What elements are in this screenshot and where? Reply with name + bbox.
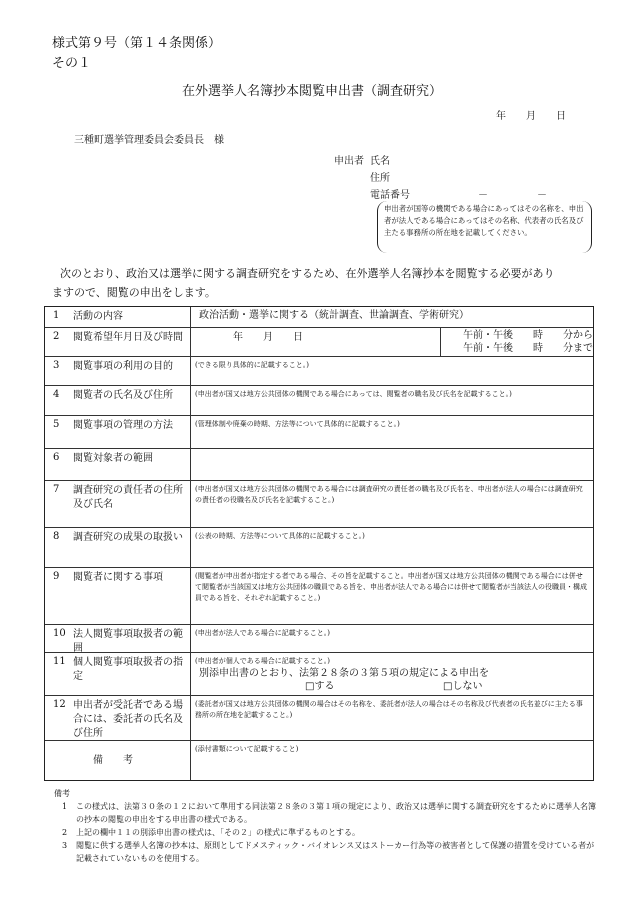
table-row-purpose	[45, 356, 593, 385]
consignor-field[interactable]: (委託者が国又は地方公共団体の機関の場合はその名称を、委託者が法人の場合はその名称及び代表者の氏名並びに主たる事務所の所在地を記載すること。)	[195, 700, 583, 719]
individual-handlers-cell	[191, 653, 593, 695]
note-text: 閲覧に供する選挙人名簿の抄本は、原則としてドメスティック・バイオレンス又はストーカー行為等の被害者として保護の措置を受けている者が記載されていないものを使用する。	[76, 841, 595, 863]
date-time-cell[interactable]	[191, 328, 593, 356]
applicant-address-label: 住所	[370, 173, 390, 184]
remarks-field[interactable]: (添付書類について記載すること)	[195, 745, 299, 753]
table-row-management	[45, 415, 593, 448]
note-number: 2	[62, 828, 68, 837]
row-label: 調査研究の責任者の住所及び氏名	[71, 481, 191, 527]
note-item	[52, 800, 597, 826]
date-field[interactable]: 年 月 日	[191, 328, 441, 356]
applicant-notice: 申出者が国等の機関である場合にあってはその名称を、申出者が法人である場合にあってはその名称、代表者の氏名及び主たる事務所の所在地を記載してください。	[377, 201, 592, 253]
viewer-matters-field[interactable]: (閲覧者が申出者が指定する者である場合、その旨を記載すること。申出者が国又は地方公共団体の機関である場合には併せて閲覧者が当該国又は地方公共団体の職員である旨を、申出者が法人である場合には併せて閲覧者が当該法人の役職員・構成員である旨を、それぞれ記載すること。)	[195, 572, 587, 602]
table-row-individual-handlers	[45, 652, 593, 695]
row-number: 2	[53, 331, 60, 342]
phone-separator-1: －	[478, 190, 488, 201]
results-field[interactable]: (公表の時期、方法等について具体的に記載すること。)	[195, 532, 365, 540]
row-label: 個人閲覧事項取扱者の指定	[71, 653, 191, 695]
note-number: 3	[62, 841, 68, 850]
page-title: 在外選挙人名簿抄本閲覧申出書（調査研究）	[182, 84, 443, 99]
purpose-field[interactable]: (できる限り具体的に記載すること。)	[195, 361, 309, 369]
time-from-field[interactable]: 午前・午後 時 分から	[463, 330, 593, 341]
notes-heading: 備考	[54, 789, 70, 798]
table-row-responsible	[45, 480, 593, 527]
responsible-field[interactable]: (申出者が国又は地方公共団体の機関である場合には調査研究の責任者の職名及び氏名を、申出者が法人の場合には調査研究の責任者の役職名及び氏名を記載すること。)	[195, 485, 583, 504]
row-label: 備 考	[71, 741, 191, 780]
row-label: 閲覧対象者の範囲	[71, 449, 191, 480]
row-number: 9	[53, 571, 60, 582]
table-row-corporate-handlers	[45, 624, 593, 652]
row-number: 10	[53, 628, 66, 639]
option-do-checkbox[interactable]: □する	[305, 681, 335, 692]
intro-line-1: 次のとおり、政治又は選挙に関する調査研究をするため、在外選挙人名簿抄本を閲覧する必要があり	[60, 267, 555, 280]
phone-separator-2: －	[537, 190, 547, 201]
table-row-activity	[45, 307, 593, 327]
corporate-handlers-field[interactable]: (申出者が法人である場合に記載すること。)	[195, 629, 330, 637]
note-number: 1	[62, 802, 68, 811]
row-number: 11	[53, 656, 66, 667]
intro-line-2: ますので、閲覧の申出をします。	[52, 286, 216, 299]
row-number: 8	[53, 531, 60, 542]
row-number: 4	[53, 389, 60, 400]
row-label: 閲覧者の氏名及び住所	[71, 386, 191, 415]
table-row-viewer	[45, 385, 593, 415]
row-label: 閲覧者に関する事項	[71, 568, 191, 624]
note-text: この様式は、法第３０条の１２において準用する同法第２８条の３第１項の規定により、政治又は選挙に関する調査研究をするために選挙人名簿の抄本の閲覧の申出をする申出書の様式である。	[76, 802, 596, 824]
row-label: 閲覧事項の利用の目的	[71, 357, 191, 385]
row-label: 申出者が受託者である場合には、委託者の氏名及び住所	[71, 696, 191, 740]
activity-content: 政治活動・選挙に関する（統計調査、世論調査、学術研究）	[199, 310, 469, 321]
management-field[interactable]: (管理体制や廃棄の時期、方法等について具体的に記載すること。)	[195, 420, 400, 428]
row-label: 法人閲覧事項取扱者の範囲	[71, 625, 191, 652]
row-label: 閲覧希望年月日及び時間	[71, 328, 191, 356]
row-number: 7	[53, 484, 60, 495]
form-sub-number: その１	[52, 56, 92, 71]
row-number: 6	[53, 452, 60, 463]
individual-handlers-statement: 別添申出書のとおり、法第２８条の３第５項の規定による申出を	[199, 668, 489, 679]
table-row-viewer-matters	[45, 567, 593, 624]
option-do-not-checkbox[interactable]: □しない	[443, 681, 483, 692]
form-number: 様式第９号（第１４条関係）	[52, 36, 222, 51]
applicant-name-label: 氏名	[370, 156, 390, 167]
table-row-scope	[45, 448, 593, 480]
row-label: 閲覧事項の管理の方法	[71, 416, 191, 448]
date-line: 年 月 日	[496, 111, 566, 122]
table-row-remarks	[45, 740, 593, 780]
applicant-phone-label: 電話番号	[370, 190, 410, 201]
notes-section	[52, 787, 597, 865]
note-item	[52, 839, 597, 865]
row-number: 12	[53, 699, 66, 710]
individual-handlers-note: (申出者が個人である場合に記載すること。)	[195, 657, 330, 665]
addressee: 三種町選挙管理委員会委員長 様	[74, 135, 224, 146]
applicant-role-label: 申出者	[334, 156, 364, 167]
table-row-date	[45, 327, 593, 356]
row-number: 5	[53, 419, 60, 430]
row-label: 調査研究の成果の取扱い	[71, 528, 191, 567]
time-to-field[interactable]: 午前・午後 時 分まで	[463, 343, 593, 354]
scope-field[interactable]	[191, 449, 593, 480]
viewer-field[interactable]: (申出者が国又は地方公共団体の機関である場合にあっては、閲覧者の職名及び氏名を記載すること。)	[195, 390, 512, 398]
row-label: 活動の内容	[71, 307, 191, 327]
table-row-consignor	[45, 695, 593, 740]
note-text: 上記の欄中１１の別添申出書の様式は、「その２」の様式に準ずるものとする。	[76, 828, 360, 837]
note-item	[52, 826, 597, 839]
table-row-results	[45, 527, 593, 567]
row-number: 1	[53, 310, 60, 321]
application-table	[44, 306, 594, 781]
row-number: 3	[53, 360, 60, 371]
